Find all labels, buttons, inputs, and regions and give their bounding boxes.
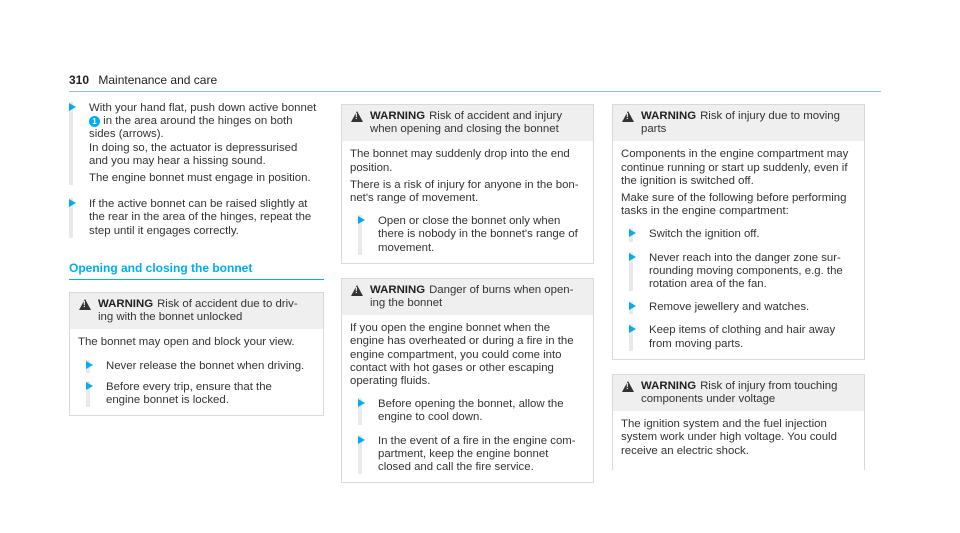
text-line: engine has overheated or during a fire in the	[350, 335, 574, 348]
warning-header	[613, 105, 864, 141]
instruction-step	[629, 301, 856, 314]
warning-label: WARNING	[641, 110, 697, 122]
step-arrow-icon	[86, 382, 93, 390]
warning-title: components under voltage	[641, 393, 776, 406]
text-line: contact with hot gases or other escaping	[350, 361, 554, 374]
step-line: Never reach into the danger zone sur-	[649, 251, 841, 264]
instruction-step	[69, 102, 324, 185]
step-arrow-icon	[69, 103, 76, 111]
step-arrow-icon	[358, 216, 365, 224]
warning-header	[342, 105, 593, 141]
warning-title: parts	[641, 123, 667, 136]
warning-text: The bonnet may open and block your view.	[78, 336, 295, 349]
warning-box	[341, 278, 594, 483]
text-line: Components in the engine compartment may	[621, 148, 849, 161]
section-divider	[69, 279, 324, 280]
step-arrow-icon	[629, 229, 636, 237]
warning-body	[613, 411, 864, 470]
warning-header	[342, 279, 593, 315]
section-heading	[69, 262, 324, 280]
warning-title: Risk of injury from touching	[700, 379, 838, 392]
step-line: Remove jewellery and watches.	[649, 301, 810, 314]
text-line: There is a risk of injury for anyone in the bon-	[350, 178, 579, 191]
step-arrow-icon	[358, 399, 365, 407]
step-line: from moving parts.	[649, 337, 744, 350]
callout-1-icon: 1	[89, 116, 100, 127]
step-arrow-icon	[629, 302, 636, 310]
step-line: Open or close the bonnet only when	[378, 215, 561, 228]
warning-label: WARNING	[641, 379, 697, 392]
warning-title: Risk of injury due to moving	[700, 110, 840, 122]
warning-triangle-icon	[622, 381, 634, 392]
step-arrow-icon	[86, 361, 93, 369]
instruction-step	[629, 324, 856, 350]
step-line	[89, 115, 324, 128]
instruction-step	[629, 228, 856, 241]
warning-triangle-icon	[351, 285, 363, 296]
text-line: engine compartment, you could come into	[350, 348, 562, 361]
warning-body	[70, 329, 323, 415]
step-line: Before opening the bonnet, allow the	[378, 398, 564, 411]
text-line: The ignition system and the fuel injection	[621, 418, 827, 431]
instruction-step	[86, 360, 315, 373]
text-line: Make sure of the following before performing	[621, 192, 847, 205]
warning-box	[612, 374, 865, 470]
column-left	[69, 102, 324, 416]
warning-box	[69, 292, 324, 416]
warning-paragraph	[350, 179, 585, 205]
step-arrow-icon	[69, 199, 76, 207]
warning-title: Risk of accident and injury	[429, 110, 563, 122]
step-line: and you may hear a hissing sound.	[89, 154, 266, 167]
text-line: operating fluids.	[350, 375, 431, 388]
page-number: 310	[69, 73, 90, 87]
step-line: Never release the bonnet when driving.	[106, 359, 305, 372]
warning-paragraph	[350, 322, 585, 388]
page-header	[69, 74, 217, 87]
text-line: continue running or start up suddenly, even if	[621, 161, 848, 174]
step-line: With your hand flat, push down active bonnet	[89, 102, 317, 114]
warning-paragraph	[621, 418, 856, 458]
warning-header	[70, 293, 323, 329]
step-line: closed and call the fire service.	[378, 461, 534, 474]
step-line: The engine bonnet must engage in position.	[89, 172, 311, 185]
warning-label: WARNING	[370, 110, 426, 122]
warning-header	[613, 375, 864, 411]
step-arrow-icon	[629, 253, 636, 261]
warning-title: Risk of accident due to driv-	[157, 298, 298, 311]
step-line: engine bonnet is locked.	[106, 394, 229, 407]
warning-paragraph	[621, 148, 856, 188]
text-line: The bonnet may suddenly drop into the end	[350, 148, 570, 161]
warning-title: Danger of burns when open-	[429, 283, 574, 296]
warning-box	[612, 104, 865, 360]
step-line: engine to cool down.	[378, 411, 483, 424]
step-line: step until it engages correctly.	[89, 224, 239, 237]
warning-body	[613, 141, 864, 358]
instruction-step	[69, 198, 324, 238]
text-line: If you open the engine bonnet when the	[350, 322, 551, 335]
text-line: net's range of movement.	[350, 192, 479, 205]
step-line: Switch the ignition off.	[649, 228, 760, 241]
step-line: partment, keep the engine bonnet	[378, 447, 549, 460]
warning-triangle-icon	[622, 111, 634, 122]
instruction-step	[358, 215, 585, 255]
warning-title: ing the bonnet	[370, 297, 443, 310]
warning-body	[342, 315, 593, 482]
warning-paragraph	[621, 192, 856, 218]
step-line: movement.	[378, 241, 435, 254]
step-line: In the event of a fire in the engine com-	[378, 434, 576, 447]
text-line: the ignition is switched off.	[621, 174, 754, 187]
step-line: Before every trip, ensure that the	[106, 380, 272, 393]
step-line: rounding moving components, e.g. the	[649, 264, 843, 277]
instruction-step	[358, 435, 585, 475]
text-line: position.	[350, 161, 393, 174]
step-line: the rear in the area of the hinges, repeat the	[89, 211, 312, 224]
text-line: receive an electric shock.	[621, 444, 749, 457]
warning-paragraph	[350, 148, 585, 174]
step-arrow-icon	[358, 436, 365, 444]
step-line: If the active bonnet can be raised slightly at	[89, 198, 308, 211]
instruction-step	[629, 252, 856, 292]
text-line: system work under high voltage. You could	[621, 431, 837, 444]
column-right	[612, 104, 865, 470]
warning-title: when opening and closing the bonnet	[370, 123, 559, 136]
warning-body	[342, 141, 593, 262]
step-line: Keep items of clothing and hair away	[649, 324, 836, 337]
step-text: in the area around the hinges on both	[100, 115, 293, 128]
warning-triangle-icon	[79, 299, 91, 310]
instruction-step	[358, 398, 585, 424]
header-divider	[69, 91, 881, 92]
section-title: Opening and closing the bonnet	[69, 260, 253, 275]
warning-triangle-icon	[351, 111, 363, 122]
step-line: In doing so, the actuator is depressurised	[89, 141, 298, 154]
text-line: tasks in the engine compartment:	[621, 205, 789, 218]
warning-box	[341, 104, 594, 264]
warning-label: WARNING	[98, 298, 154, 311]
warning-label: WARNING	[370, 283, 426, 296]
step-line: rotation area of the fan.	[649, 278, 767, 291]
step-arrow-icon	[629, 325, 636, 333]
column-middle	[341, 104, 594, 483]
step-line: there is nobody in the bonnet's range of	[378, 228, 578, 241]
instruction-step	[86, 381, 315, 407]
section-name: Maintenance and care	[98, 73, 218, 87]
warning-title: ing with the bonnet unlocked	[98, 311, 243, 324]
step-line: sides (arrows).	[89, 128, 164, 141]
